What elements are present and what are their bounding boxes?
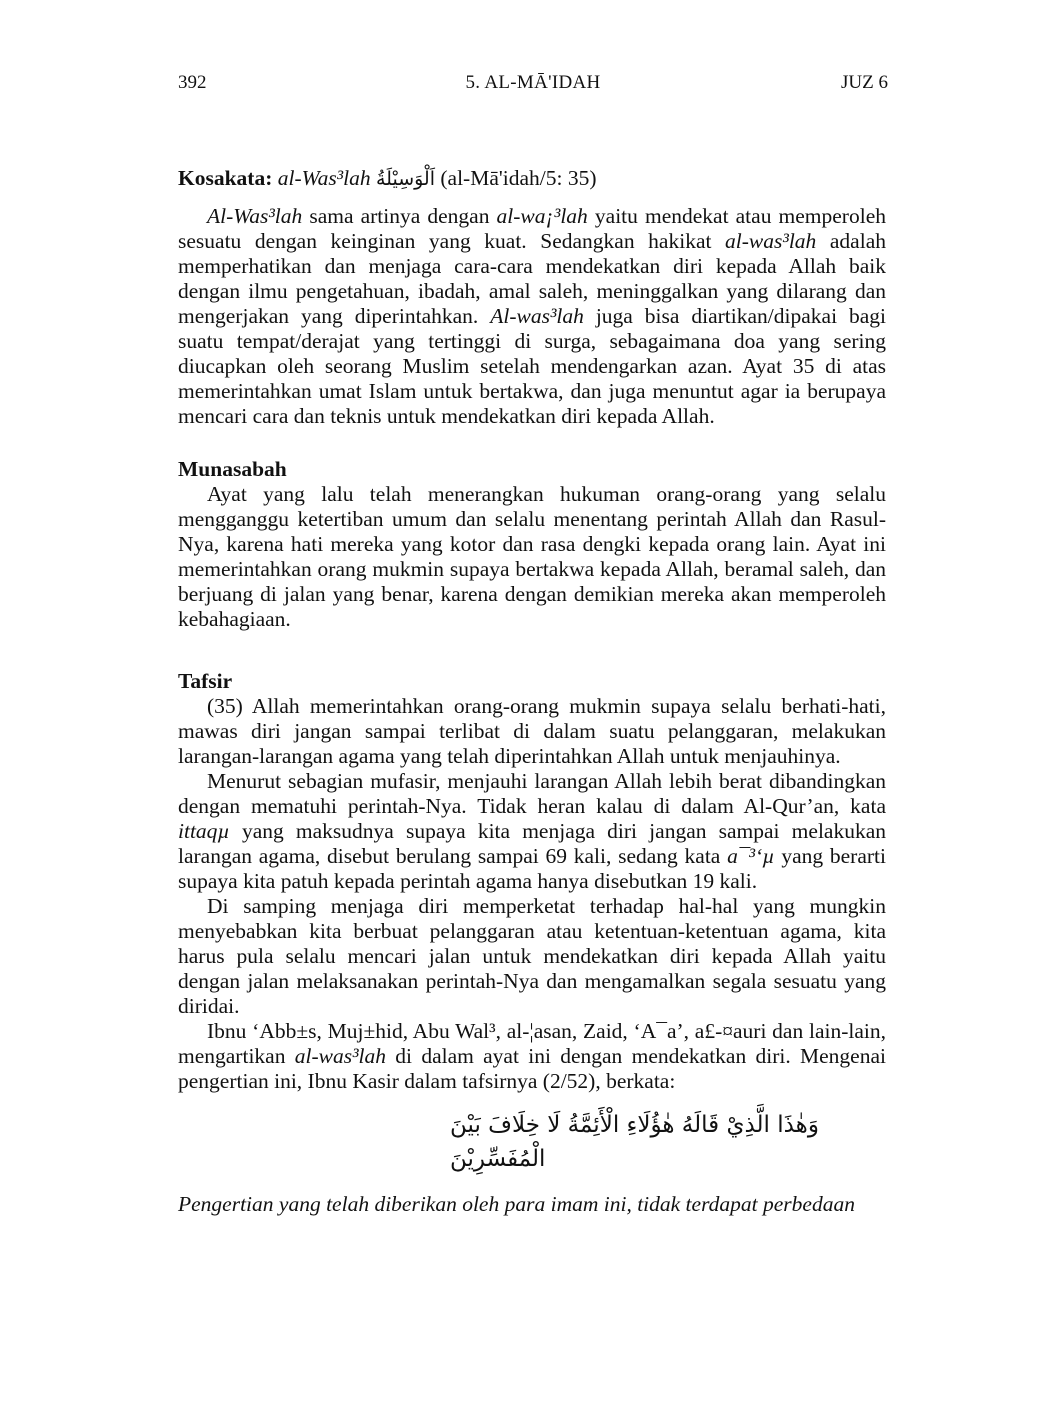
term-italic: Al-was³lah [490, 304, 584, 328]
text-run: yang maksudnya supaya kita menjaga diri jangan sampai melakukan larangan agama, disebut berulang sampai 69 kali, sedang kata [178, 819, 886, 868]
term-italic: al-was³lah [725, 229, 817, 253]
tafsir-paragraph-1: (35) Allah memerintahkan orang-orang mukmin supaya selalu berhati-hati, mawas diri jangan sampai terlibat di dalam suatu pelanggaran, melakukan larangan-larangan agama yang telah diperintahkan Allah untuk menjauhinya. [178, 694, 886, 768]
tafsir-paragraph-3: Di samping menjaga diri memperketat terhadap hal-hal yang mungkin menyebabkan kita berbuat pelanggaran atau ketentuan-ketentuan agama, kita harus pula selalu mencari jalan untuk mendekatkan diri kepada Allah yaitu dengan jalan melaksanakan perintah-Nya dan mengamalkan segala sesuatu yang diridai. [178, 894, 886, 1018]
tafsir-paragraph-4 [178, 1019, 886, 1094]
kosakata-arabic: اَلْوَسِيْلَةُ [375, 168, 435, 190]
text-run: sama artinya dengan [302, 204, 497, 228]
kosakata-label: Kosakata: [178, 166, 273, 190]
kosakata-paragraph [178, 204, 886, 429]
text-run: di dalam ayat ini dengan mendekatkan diri. Mengenai pengertian ini, Ibnu Kasir dalam tafsirnya (2/52), berkata: [178, 1044, 886, 1093]
text-run: adalah memperhatikan dan menjaga cara-cara mendekatkan diri kepada Allah baik dengan ilmu pengetahuan, ibadah, amal saleh, meninggalkan yang dilarang dan mengerjakan yang diperintahkan. [178, 229, 886, 328]
page-body [178, 166, 886, 1217]
term-italic: Al-Was³lah [207, 204, 303, 228]
text-run: yang berarti supaya kita patuh kepada perintah agama hanya disebutkan 19 kali. [178, 844, 886, 893]
tafsir-paragraph-2 [178, 769, 886, 894]
kosakata-ref: (al-Mā'idah/5: 35) [440, 166, 597, 190]
term-italic: ittaqµ [178, 819, 230, 843]
term-italic: al-was³lah [294, 1044, 387, 1068]
page-header [178, 72, 888, 102]
chapter-title: 5. AL-MĀ'IDAH [465, 72, 601, 93]
juz-label: JUZ 6 [841, 72, 888, 93]
quote-translation: Pengertian yang telah diberikan oleh para imam ini, tidak terdapat perbedaan [178, 1192, 855, 1216]
term-italic: al-wa¡³lah [496, 204, 588, 228]
tafsir-heading: Tafsir [178, 669, 233, 693]
text-run: juga bisa diartikan/dipakai bagi suatu tempat/derajat yang tertinggi di surga, sebagaimana doa yang sering diucapkan oleh seorang Muslim setelah mendengarkan azan. Ayat 35 di atas memerintahkan umat Islam untuk bertakwa, dan juga menuntut agar ia berupaya mencari cara dan teknis untuk mendekatkan diri kepada Allah. [178, 304, 886, 428]
kosakata-term: al-Was³lah [277, 166, 371, 190]
page-number: 392 [178, 72, 207, 93]
text-run: Ibnu ‘Abb±s, Muj±hid, Abu Wal³, al-¦asan, Zaid, ‘A¯a’, a£-¤auri dan lain-lain, mengartikan [178, 1019, 886, 1068]
kosakata-heading [178, 166, 886, 192]
text-run: yaitu mendekat atau memperoleh sesuatu dengan keinginan yang kuat. Sedangkan hakikat [178, 204, 886, 253]
munasabah-heading: Munasabah [178, 457, 287, 481]
text-run: Menurut sebagian mufasir, menjauhi larangan Allah lebih berat dibandingkan dengan mematuhi perintah-Nya. Tidak heran kalau di dalam Al-Qur’an, kata [178, 769, 886, 818]
munasabah-paragraph: Ayat yang lalu telah menerangkan hukuman orang-orang yang selalu mengganggu ketertiban umum dan selalu menentang perintah Allah dan Rasul-Nya, karena hati mereka yang kotor dan rasa dengki kepada orang lain. Ayat ini memerintahkan orang mukmin supaya bertakwa kepada Allah, beramal saleh, dan berjuang di jalan yang benar, karena dengan demikian mereka akan memperoleh kebahagiaan. [178, 482, 886, 631]
arabic-quote: وَهٰذَا الَّذِيْ قَالَهُ هٰؤُلَاءِ الْأَئِمَّةُ لَا خِلَافَ بَيْنَ الْمُفَسِّرِيْنَ [450, 1112, 819, 1172]
term-italic: a¯³‘µ [727, 844, 775, 868]
